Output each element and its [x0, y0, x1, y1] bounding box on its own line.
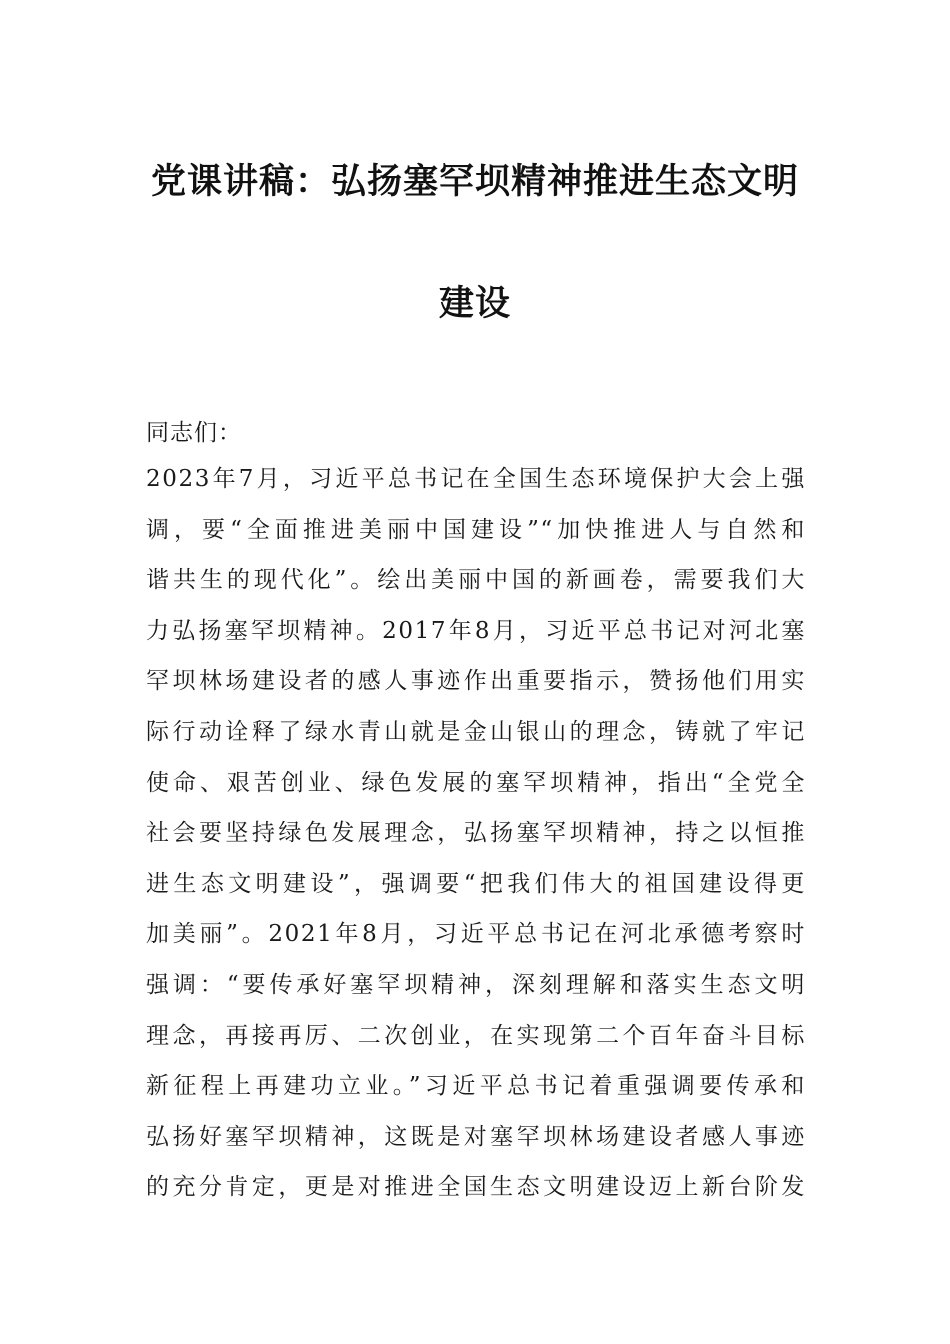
body-line: 际行动诠释了绿水青山就是金山银山的理念，铸就了牢记 [146, 718, 806, 745]
body-line: 力弘扬塞罕坝精神。2017年8月，习近平总书记对河北塞 [146, 617, 806, 644]
body-line: 社会要坚持绿色发展理念，弘扬塞罕坝精神，持之以恒推 [146, 820, 806, 847]
body-line: 进生态文明建设”，强调要“把我们伟大的祖国建设得更 [146, 870, 806, 897]
body-line: 新征程上再建功立业。”习近平总书记着重强调要传承和 [146, 1073, 806, 1100]
salutation: 同志们： [146, 420, 242, 446]
body-line: 强调：“要传承好塞罕坝精神，深刻理解和落实生态文明 [146, 971, 806, 998]
body-line: 弘扬好塞罕坝精神，这既是对塞罕坝林场建设者感人事迹 [146, 1123, 806, 1150]
body-text [146, 456, 806, 1215]
document-title-line-2: 建设 [438, 284, 511, 324]
body-line: 调，要“全面推进美丽中国建设”“加快推进人与自然和 [146, 516, 806, 543]
document-title-line-1: 党课讲稿：弘扬塞罕坝精神推进生态文明 [150, 162, 799, 202]
body-line: 理念，再接再厉、二次创业，在实现第二个百年奋斗目标 [146, 1022, 806, 1049]
body-line: 罕坝林场建设者的感人事迹作出重要指示，赞扬他们用实 [146, 668, 806, 695]
body-line: 2023年7月，习近平总书记在全国生态环境保护大会上强 [146, 466, 806, 492]
body-line: 的充分肯定，更是对推进全国生态文明建设迈上新台阶发 [146, 1174, 806, 1201]
body-line: 谐共生的现代化”。绘出美丽中国的新画卷，需要我们大 [146, 567, 806, 594]
body-line: 加美丽”。2021年8月，习近平总书记在河北承德考察时 [146, 921, 806, 948]
body-line: 使命、艰苦创业、绿色发展的塞罕坝精神，指出“全党全 [146, 769, 806, 796]
